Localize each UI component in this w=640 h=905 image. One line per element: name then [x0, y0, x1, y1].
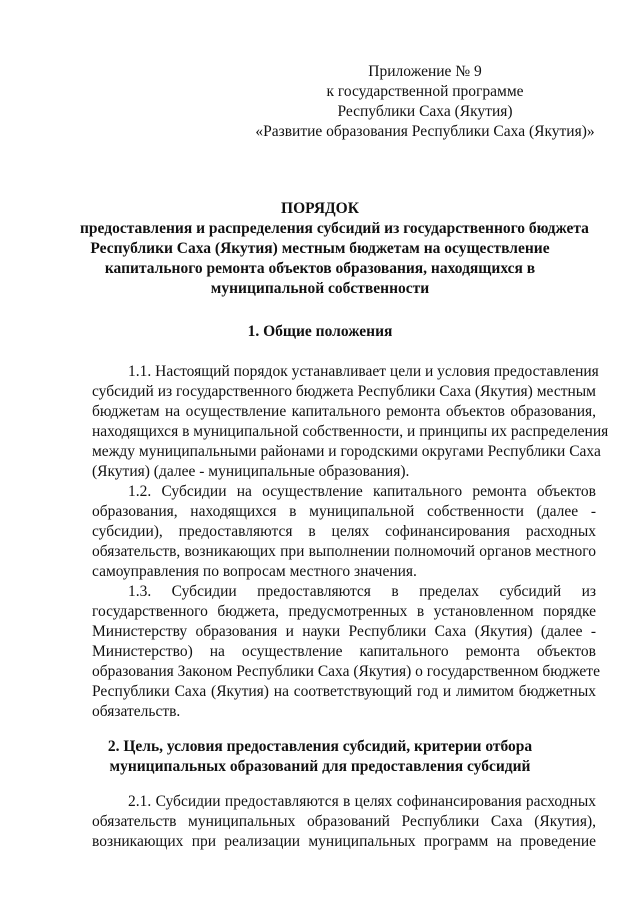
- paragraph-line: образования, находящихся в муниципальной собственности (далее -: [92, 503, 596, 520]
- paragraph-line: (Якутия) (далее - муниципальные образования).: [92, 463, 410, 480]
- paragraph-line: самоуправления по вопросам местного значения.: [92, 563, 417, 580]
- paragraph-line: Республики Саха (Якутия) на соответствующий год и лимитом бюджетных: [92, 683, 596, 700]
- paragraph-line: обязательств.: [92, 703, 181, 720]
- paragraph-1-3: [92, 582, 600, 722]
- paragraph-line: 1.1. Настоящий порядок устанавливает цели и условия предоставления: [128, 363, 599, 380]
- appendix-line-4: «Развитие образования Республики Саха (Якутия)»: [255, 123, 595, 140]
- appendix-line-3: Республики Саха (Якутия): [337, 103, 513, 120]
- paragraph-line: государственного бюджета, предусмотренных в установленном порядке: [92, 603, 596, 620]
- title-line-3: капитального ремонта объектов образования, находящихся в: [104, 260, 536, 277]
- paragraph-line: субсидий из государственного бюджета Республики Саха (Якутия) местным: [92, 383, 596, 400]
- appendix-line-2: к государственной программе: [326, 83, 524, 100]
- paragraph-line: обязательств, возникающих при выполнении полномочий органов местного: [92, 543, 596, 560]
- section-1-heading-text: 1. Общие положения: [247, 323, 393, 340]
- appendix-note: [255, 62, 595, 142]
- appendix-line-1: Приложение № 9: [368, 63, 482, 80]
- section-2-heading-line-2: муниципальных образований для предоставления субсидий: [109, 758, 531, 775]
- paragraph-line: 1.3. Субсидии предоставляются в пределах субсидий из: [128, 583, 596, 600]
- title-line-1: предоставления и распределения субсидий из государственного бюджета: [80, 220, 589, 237]
- section-2-heading: [80, 737, 560, 777]
- section-2-heading-line-1: 2. Цель, условия предоставления субсидий, критерии отбора: [107, 738, 533, 755]
- paragraph-line: Министерство) на осуществление капитального ремонта объектов: [92, 643, 596, 660]
- paragraph-line: находящихся в муниципальной собственности, и принципы их распределения: [92, 423, 609, 440]
- paragraph-line: Министерству образования и науки Республики Саха (Якутия) (далее -: [92, 623, 596, 640]
- paragraph-1-1: [92, 362, 609, 482]
- paragraph-line: 1.2. Субсидии на осуществление капитального ремонта объектов: [128, 483, 596, 500]
- paragraph-line: образования Законом Республики Саха (Якутия) о государственном бюджете: [92, 663, 600, 680]
- title-line-4: муниципальной собственности: [210, 280, 430, 297]
- title-heading: ПОРЯДОК: [281, 200, 359, 217]
- paragraph-line: возникающих при реализации муниципальных программ на проведение: [92, 833, 596, 850]
- paragraph-line: обязательств муниципальных образований Республики Саха (Якутия),: [92, 813, 596, 830]
- section-1-heading: [80, 322, 560, 342]
- paragraph-line: 2.1. Субсидии предоставляются в целях софинансирования расходных: [128, 793, 596, 810]
- paragraph-line: бюджетам на осуществление капитального ремонта объектов образования,: [92, 403, 596, 420]
- paragraph-1-2: [92, 482, 596, 582]
- paragraph-2-1: [92, 792, 596, 852]
- paragraph-line: между муниципальными районами и городскими округами Республики Саха: [92, 443, 601, 460]
- document-title: [80, 199, 589, 299]
- title-line-2: Республики Саха (Якутия) местным бюджетам на осуществление: [90, 240, 550, 257]
- paragraph-line: субсидии), предоставляются в целях софинансирования расходных: [92, 523, 596, 540]
